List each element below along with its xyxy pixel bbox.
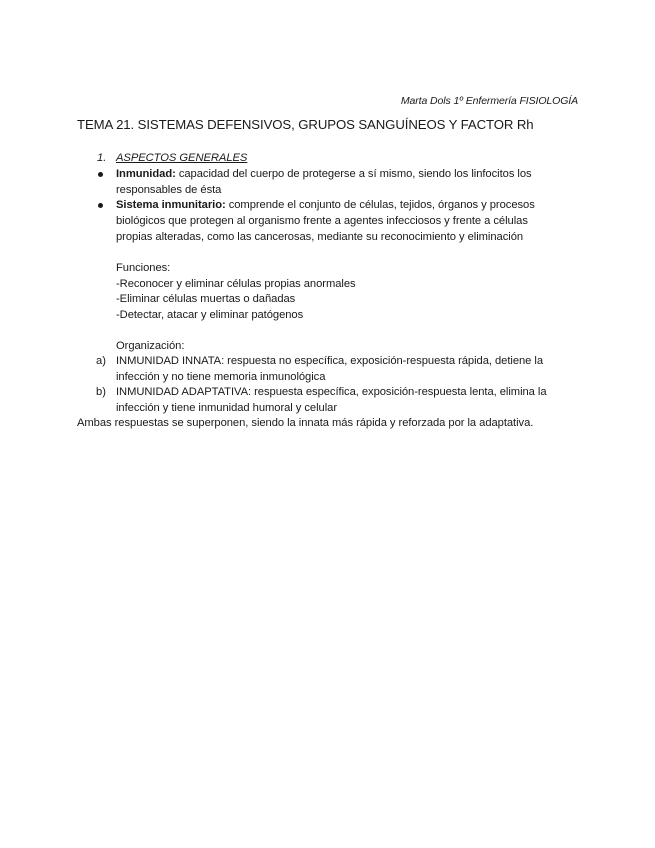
section-number: 1. [97,152,107,164]
funciones-label: Funciones: [116,262,171,274]
page-title: TEMA 21. SISTEMAS DEFENSIVOS, GRUPOS SANGUÍNEOS Y FACTOR Rh [77,117,534,132]
bullet-inmunidad-line1 [116,166,532,182]
closing-paragraph: Ambas respuestas se superponen, siendo la innata más rápida y reforzada por la adaptativa. [77,417,534,429]
inmunidad-innata-line2: infección y no tiene memoria inmunológica [116,371,326,383]
author-header: Marta Dols 1º Enfermería FISIOLOGÍA [400,95,578,107]
bullet-icon [98,172,103,177]
term-inmunidad: Inmunidad: [116,168,176,180]
definition-inmunidad: capacidad del cuerpo de protegerse a sí mismo, siendo los linfocitos los [175,168,532,180]
inmunidad-adaptativa-line2: infección y tiene inmunidad humoral y celular [116,402,337,414]
funcion-item: -Detectar, atacar y eliminar patógenos [116,309,304,321]
bullet-sistema-line2: biológicos que protegen al organismo frente a agentes infecciosos y frente a células [116,215,528,227]
organizacion-label: Organización: [116,340,185,352]
inmunidad-innata-line1: INMUNIDAD INNATA: respuesta no específica, exposición-respuesta rápida, detiene la [116,355,544,367]
definition-sistema-inmunitario: comprende el conjunto de células, tejidos, órganos y procesos [225,199,535,211]
list-marker-a: a) [96,355,106,367]
section-heading: ASPECTOS GENERALES [116,152,248,164]
funcion-item: -Eliminar células muertas o dañadas [116,293,296,305]
list-marker-b: b) [96,386,106,398]
bullet-icon [98,203,103,208]
inmunidad-adaptativa-line1: INMUNIDAD ADAPTATIVA: respuesta específica, exposición-respuesta lenta, elimina la [116,386,547,398]
bullet-inmunidad-line2: responsables de ésta [116,184,222,196]
term-sistema-inmunitario: Sistema inmunitario: [116,199,226,211]
funcion-item: -Reconocer y eliminar células propias anormales [116,278,356,290]
bullet-sistema-line3: propias alteradas, como las cancerosas, mediante su reconocimiento y eliminación [116,231,524,243]
bullet-sistema-line1 [116,197,535,213]
